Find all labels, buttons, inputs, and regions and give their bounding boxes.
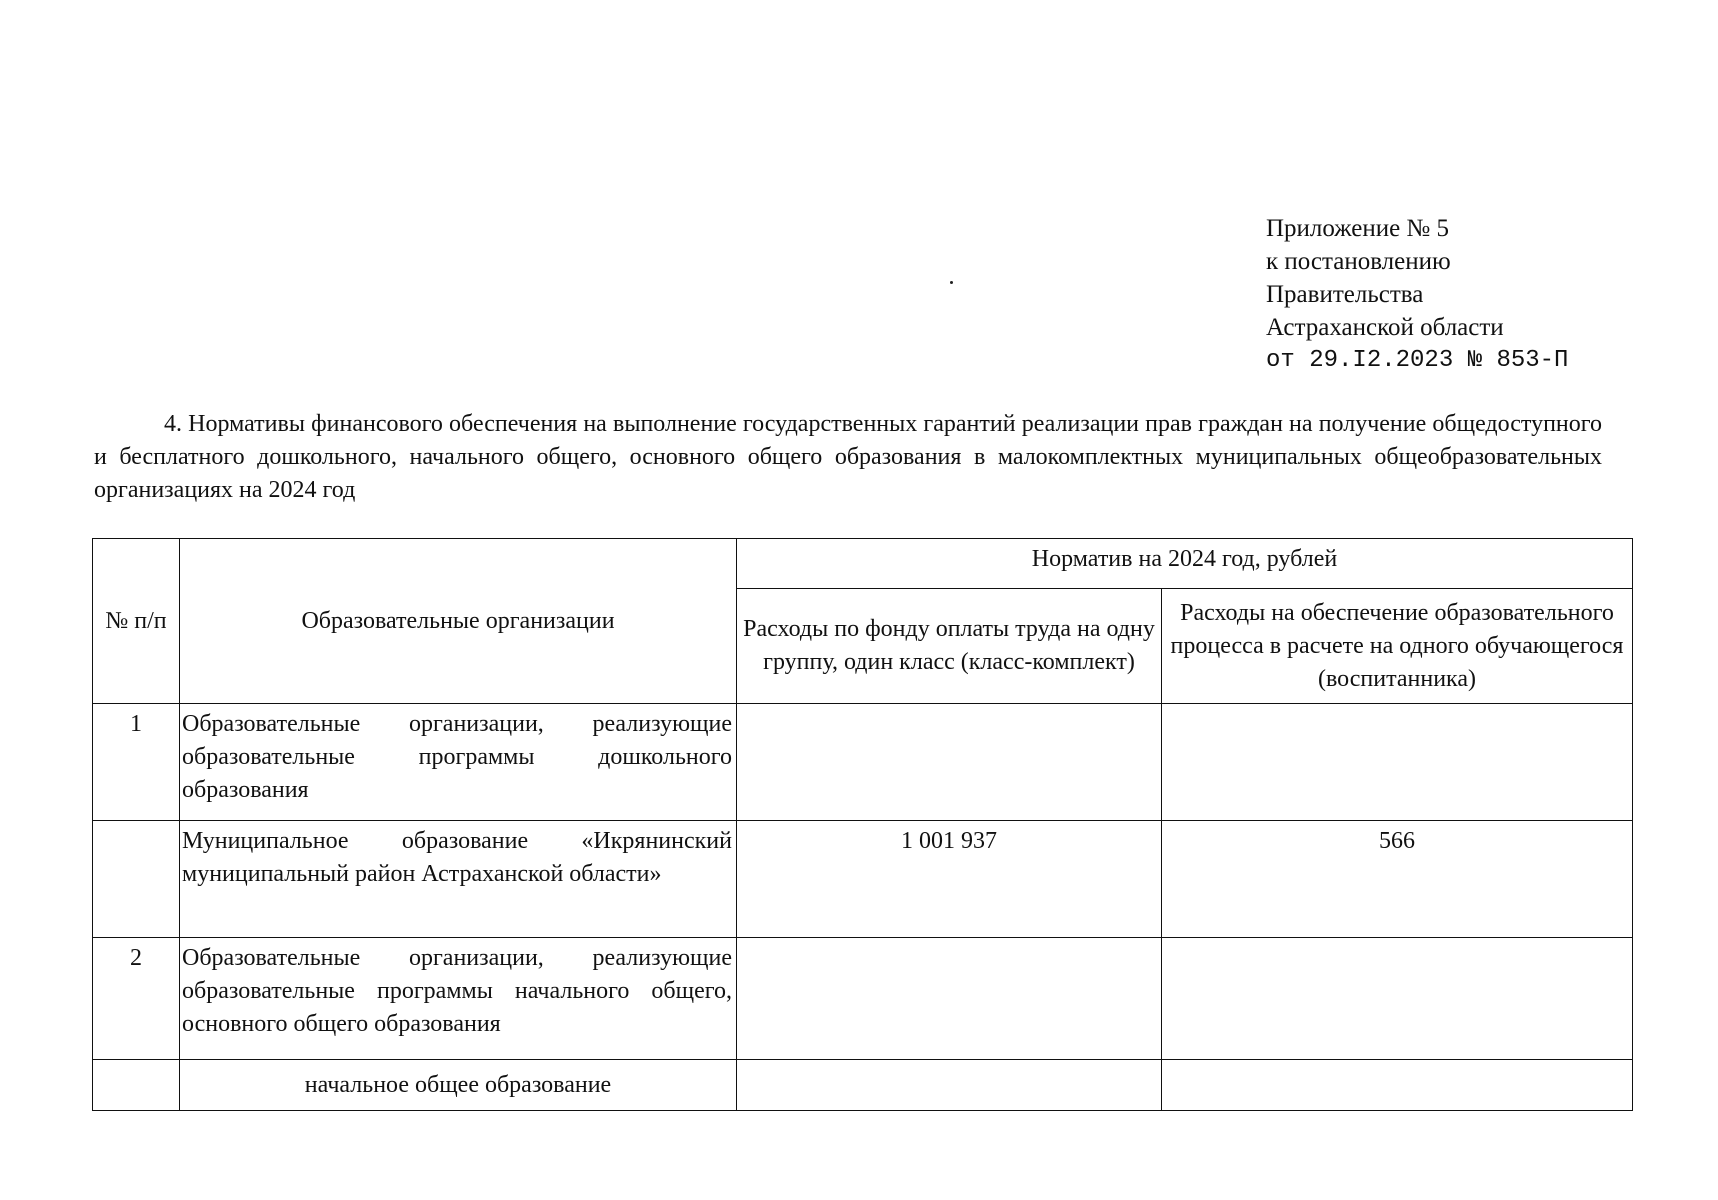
row-organization: Образовательные организации, реализующие образовательные программы дошкольного образования [180, 704, 737, 821]
scan-speck [950, 281, 953, 284]
row-organization: Образовательные организации, реализующие образовательные программы начального общего, основного общего образования [180, 938, 737, 1060]
header-wage-fund: Расходы по фонду оплаты труда на одну группу, один класс (класс-комплект) [737, 589, 1162, 704]
annex-block [1266, 212, 1568, 377]
table-header-row [93, 539, 1633, 589]
annex-line: Астраханской области [1266, 314, 1504, 341]
annex-date-line: от 29.I2.2023 № 853-П [1266, 347, 1569, 374]
table-row [93, 704, 1633, 821]
row-wage-value [737, 1060, 1162, 1111]
normatives-table [92, 538, 1633, 1111]
row-education-value [1162, 704, 1633, 821]
annex-line: Приложение № 5 [1266, 215, 1450, 242]
row-education-value [1162, 1060, 1633, 1111]
table-row [93, 1060, 1633, 1111]
row-organization: Муниципальное образование «Икрянинский муниципальный район Астраханской области» [180, 821, 737, 938]
row-education-value [1162, 938, 1633, 1060]
row-education-value: 566 [1162, 821, 1633, 938]
row-wage-value [737, 938, 1162, 1060]
annex-line: Правительства [1266, 281, 1424, 308]
row-organization: начальное общее образование [180, 1060, 737, 1111]
row-number: 2 [93, 938, 180, 1060]
table-row [93, 938, 1633, 1060]
header-education-costs: Расходы на обеспечение образовательного процесса в расчете на одного обучающегося (воспитанника) [1162, 589, 1633, 704]
header-organizations: Образовательные организации [180, 539, 737, 704]
row-number: 1 [93, 704, 180, 821]
row-number [93, 1060, 180, 1111]
header-normative-group: Норматив на 2024 год, рублей [737, 539, 1633, 589]
row-wage-value: 1 001 937 [737, 821, 1162, 938]
section-heading: 4. Нормативы финансового обеспечения на выполнение государственных гарантий реализации прав граждан на получение общедоступного и бесплатного дошкольного, начального общего, основного общего образования в малокомплектных муниципальных общеобразовательных организациях на 2024 год [94, 411, 1602, 503]
row-number [93, 821, 180, 938]
header-number: № п/п [93, 539, 180, 704]
annex-line: к постановлению [1266, 248, 1451, 275]
row-wage-value [737, 704, 1162, 821]
table-row [93, 821, 1633, 938]
